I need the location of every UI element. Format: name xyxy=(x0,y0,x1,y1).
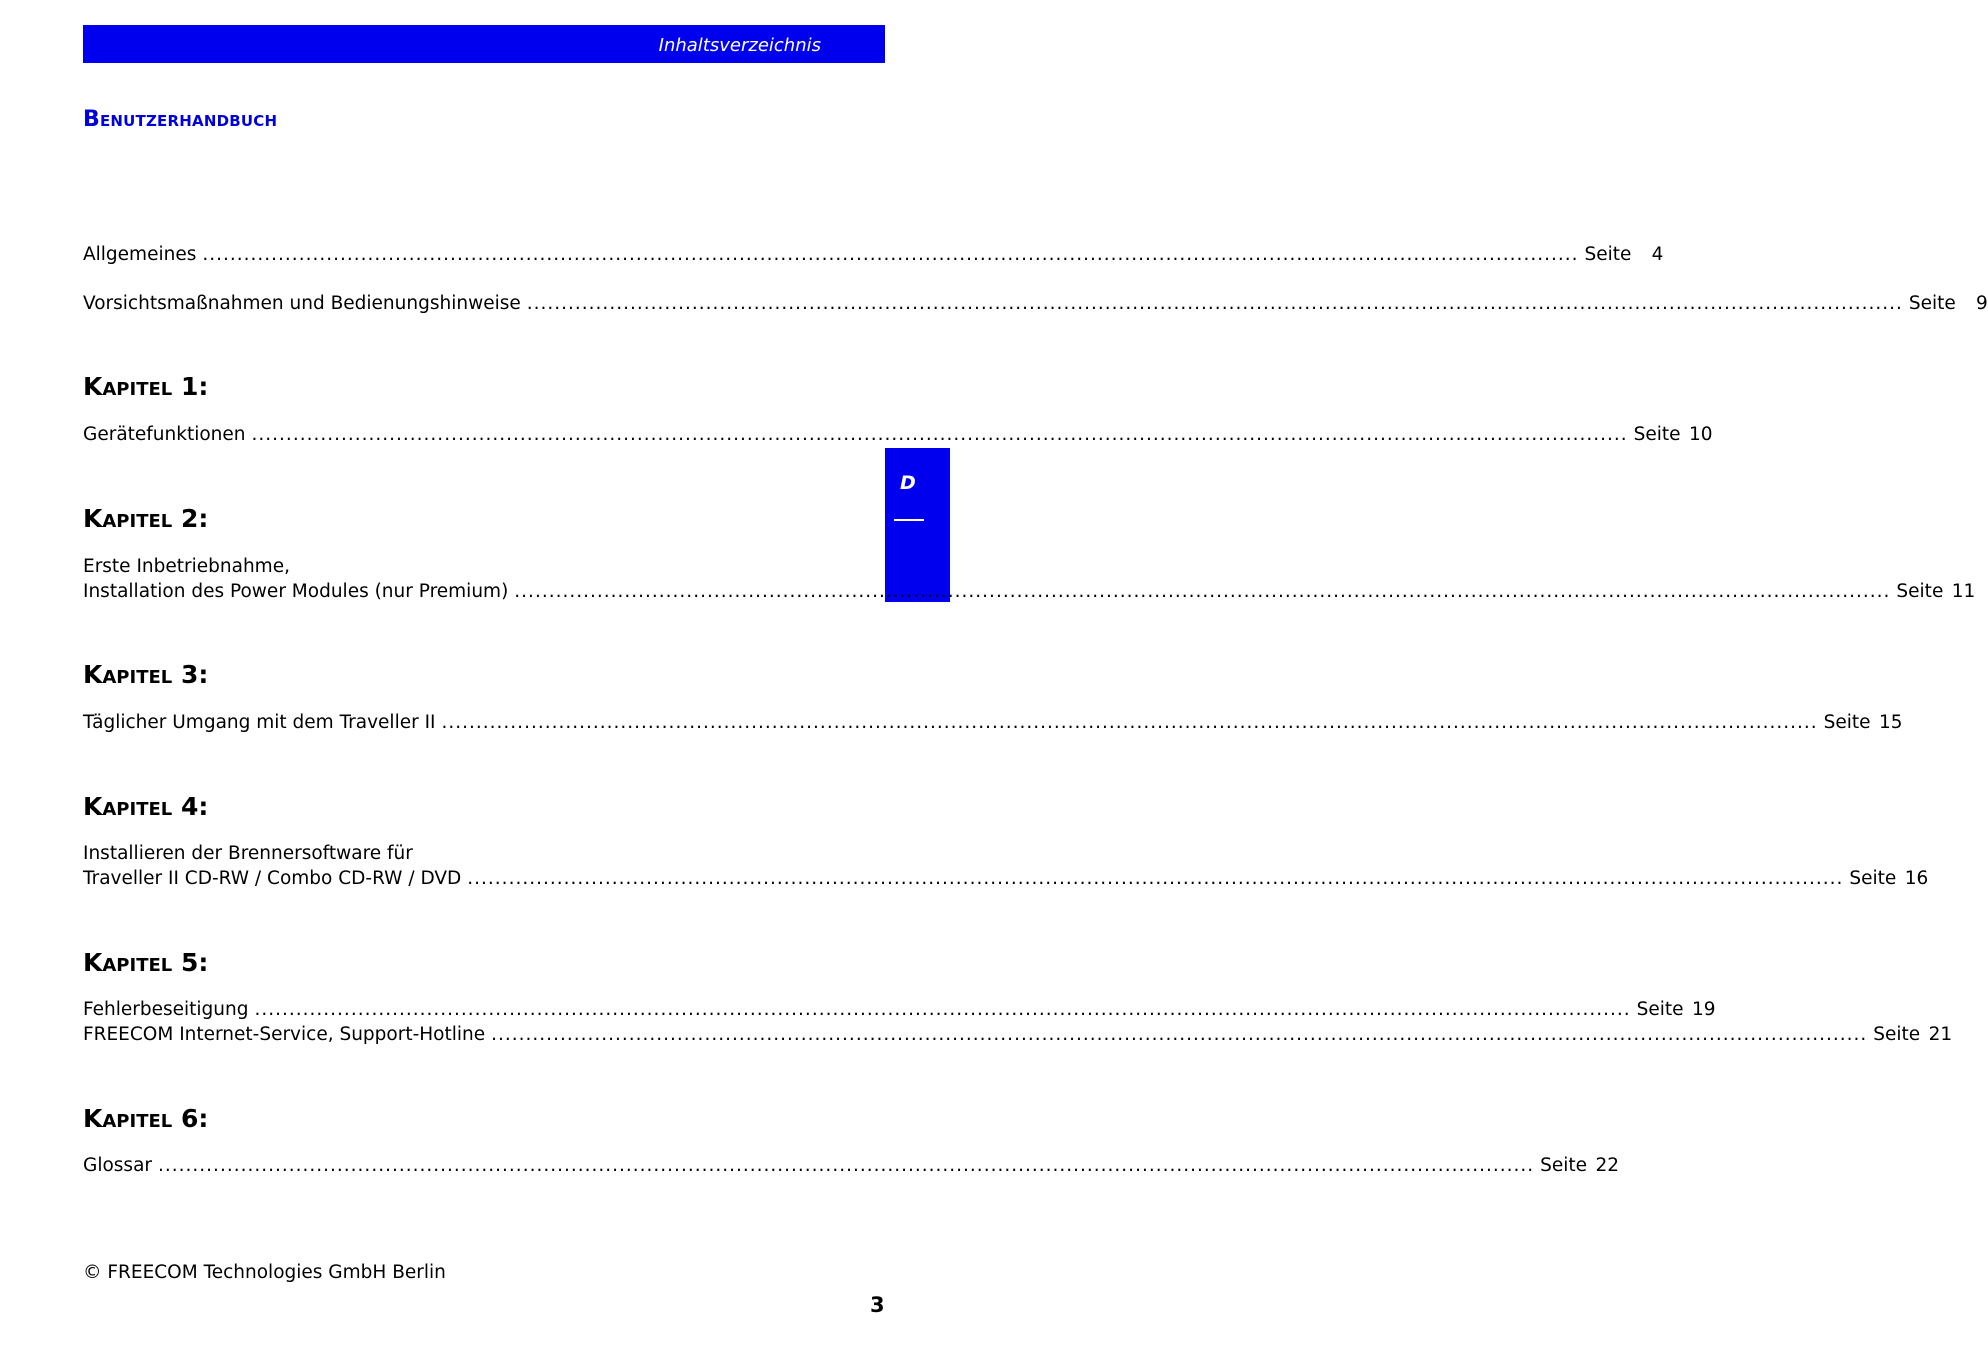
toc-page-number: 15 xyxy=(1878,712,1903,733)
language-tab-letter: D xyxy=(900,472,916,494)
toc-entry[interactable] xyxy=(83,554,1976,604)
toc-entry[interactable] xyxy=(83,242,1664,267)
toc-page-number: 21 xyxy=(1928,1024,1953,1045)
toc-leader-dots: ........................................................................................................................................................................................................ xyxy=(514,581,1891,602)
toc-leader-dots: ........................................................................................................................................................................................................ xyxy=(202,244,1579,265)
toc-leader-dots: ........................................................................................................................................................................................................ xyxy=(441,712,1818,733)
toc-entry[interactable] xyxy=(83,841,1929,891)
toc-seite-label: Seite xyxy=(1633,424,1681,445)
header-bar xyxy=(83,25,885,63)
toc-leader-dots: ........................................................................................................................................................................................................ xyxy=(526,293,1903,314)
chapter-heading: Kapitel 4: xyxy=(83,792,209,821)
header-title: Inhaltsverzeichnis xyxy=(658,35,821,56)
toc-entry[interactable] xyxy=(83,1153,1620,1178)
toc-page-number: 4 xyxy=(1651,244,1664,265)
toc-entry-label: Fehlerbeseitigung xyxy=(83,999,249,1020)
toc-leader-dots: ........................................................................................................................................................................................................ xyxy=(251,424,1628,445)
toc-entry-label: FREECOM Internet-Service, Support-Hotline xyxy=(83,1024,486,1045)
toc-entry-first-line: Erste Inbetriebnahme, xyxy=(83,556,290,577)
toc-page-number: 19 xyxy=(1691,999,1716,1020)
chapter-heading: Kapitel 5: xyxy=(83,948,209,977)
toc-page-number: 22 xyxy=(1595,1155,1620,1176)
chapter-heading: Kapitel 2: xyxy=(83,504,209,533)
toc-seite-label: Seite xyxy=(1636,999,1684,1020)
toc-entry-label: Glossar xyxy=(83,1155,153,1176)
chapter-heading: Kapitel 6: xyxy=(83,1104,209,1133)
copyright-notice: © FREECOM Technologies GmbH Berlin xyxy=(83,1262,446,1283)
chapter-heading: Kapitel 1: xyxy=(83,372,209,401)
toc-seite-label: Seite xyxy=(1908,293,1956,314)
toc-seite-label: Seite xyxy=(1540,1155,1588,1176)
toc-leader-dots: ........................................................................................................................................................................................................ xyxy=(254,999,1631,1020)
toc-seite-label: Seite xyxy=(1873,1024,1921,1045)
toc-leader-dots: ........................................................................................................................................................................................................ xyxy=(491,1024,1868,1045)
toc-seite-label: Seite xyxy=(1823,712,1871,733)
toc-page-number: 16 xyxy=(1904,868,1929,889)
toc-entry[interactable] xyxy=(83,1022,1953,1047)
toc-entry-label: Traveller II CD-RW / Combo CD-RW / DVD xyxy=(83,868,462,889)
toc-entry-label: Vorsichtsmaßnahmen und Bedienungshinweise xyxy=(83,293,521,314)
toc-page-number: 9 xyxy=(1976,293,1988,314)
toc-seite-label: Seite xyxy=(1849,868,1897,889)
toc-entry[interactable] xyxy=(83,997,1716,1022)
toc-entry-first-line: Installieren der Brennersoftware für xyxy=(83,843,413,864)
page-number: 3 xyxy=(870,1293,885,1317)
toc-seite-label: Seite xyxy=(1896,581,1944,602)
toc-entry-label: Gerätefunktionen xyxy=(83,424,246,445)
toc-entry-label: Allgemeines xyxy=(83,244,197,265)
chapter-heading: Kapitel 3: xyxy=(83,660,209,689)
toc-entry[interactable] xyxy=(83,422,1713,447)
toc-seite-label: Seite xyxy=(1584,244,1632,265)
toc-entry-label: Täglicher Umgang mit dem Traveller II xyxy=(83,712,436,733)
toc-entry[interactable] xyxy=(83,291,1988,316)
toc-page-number: 10 xyxy=(1689,424,1713,445)
toc-leader-dots: ........................................................................................................................................................................................................ xyxy=(467,868,1844,889)
toc-leader-dots: ........................................................................................................................................................................................................ xyxy=(158,1155,1535,1176)
language-tab-rule xyxy=(894,519,924,521)
doc-title: Benutzerhandbuch xyxy=(83,107,278,132)
toc-entry-label: Installation des Power Modules (nur Premium) xyxy=(83,581,509,602)
toc-entry[interactable] xyxy=(83,710,1903,735)
toc-page-number: 11 xyxy=(1951,581,1976,602)
